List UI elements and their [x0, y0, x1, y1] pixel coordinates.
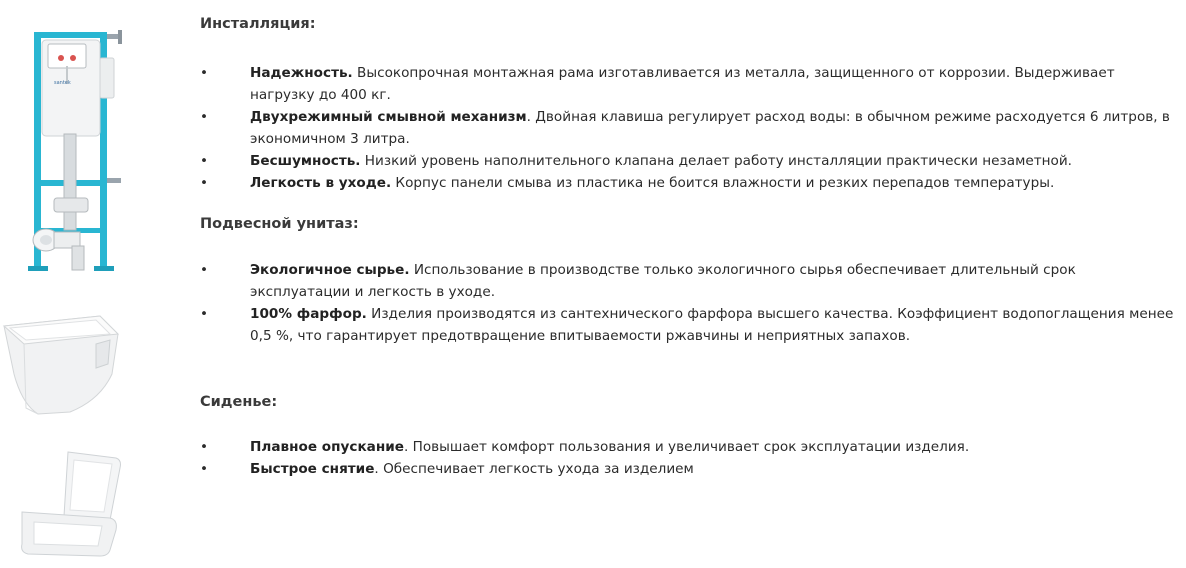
- section-heading-toilet: Подвесной унитаз:: [200, 216, 359, 232]
- item-title: Экологичное сырье.: [250, 262, 410, 278]
- list-item: [200, 436, 1175, 458]
- section-heading-seat: Сиденье:: [200, 394, 278, 410]
- item-title: Надежность.: [250, 65, 353, 81]
- bullet: •: [200, 153, 209, 169]
- item-text: Изделия производятся из сантехнического фарфора высшего качества. Коэффициент водопоглащения менее 0,5 %, что гарантирует предотвращение впитываемости ржавчины и неприятных запахов.: [250, 306, 1174, 344]
- item-title: Легкость в уходе.: [250, 175, 392, 191]
- bullet: •: [200, 65, 209, 81]
- section-heading-installation: Инсталляция:: [200, 16, 316, 32]
- item-title: Двухрежимный смывной механизм: [250, 109, 527, 125]
- bullet: •: [200, 175, 209, 191]
- wall-hung-toilet-image: [0, 304, 122, 416]
- seat-feature-list: [200, 436, 1175, 480]
- item-text: Использование в производстве только экологичного сырья обеспечивает длительный срок эксплуатации и легкость в уходе.: [250, 262, 1076, 300]
- item-title: Бесшумность.: [250, 153, 361, 169]
- bullet: •: [200, 439, 209, 455]
- bullet: •: [200, 461, 209, 477]
- item-text: . Двойная клавиша регулирует расход воды: в обычном режиме расходуется 6 литров, в экономичном 3 литра.: [250, 109, 1170, 147]
- product-images: [0, 0, 135, 568]
- item-text: . Повышает комфорт пользования и увеличивает срок эксплуатации изделия.: [403, 439, 970, 455]
- installation-frame-image: [24, 28, 132, 274]
- item-title: Плавное опускание: [250, 439, 404, 455]
- item-title: 100% фарфор.: [250, 306, 367, 322]
- list-item: [200, 458, 1175, 480]
- toilet-feature-list: [200, 259, 1175, 347]
- bullet: •: [200, 262, 209, 278]
- list-item: [200, 62, 1175, 106]
- item-text: . Обеспечивает легкость ухода за изделием: [374, 461, 694, 477]
- list-item: [200, 172, 1175, 194]
- item-text: Высокопрочная монтажная рама изготавливается из металла, защищенного от коррозии. Выдерживает нагрузку до 400 кг.: [250, 65, 1115, 103]
- list-item: [200, 303, 1175, 347]
- item-text: Корпус панели смыва из пластика не боится влажности и резких перепадов температуры.: [391, 175, 1055, 191]
- bullet: •: [200, 109, 209, 125]
- list-item: [200, 259, 1175, 303]
- bullet: •: [200, 306, 209, 322]
- list-item: [200, 150, 1175, 172]
- brand-label: santek: [54, 80, 71, 86]
- toilet-seat-image: [18, 450, 124, 558]
- item-title: Быстрое снятие: [250, 461, 375, 477]
- item-text: Низкий уровень наполнительного клапана делает работу инсталляции практически незаметной.: [360, 153, 1072, 169]
- installation-feature-list: [200, 62, 1175, 194]
- list-item: [200, 106, 1175, 150]
